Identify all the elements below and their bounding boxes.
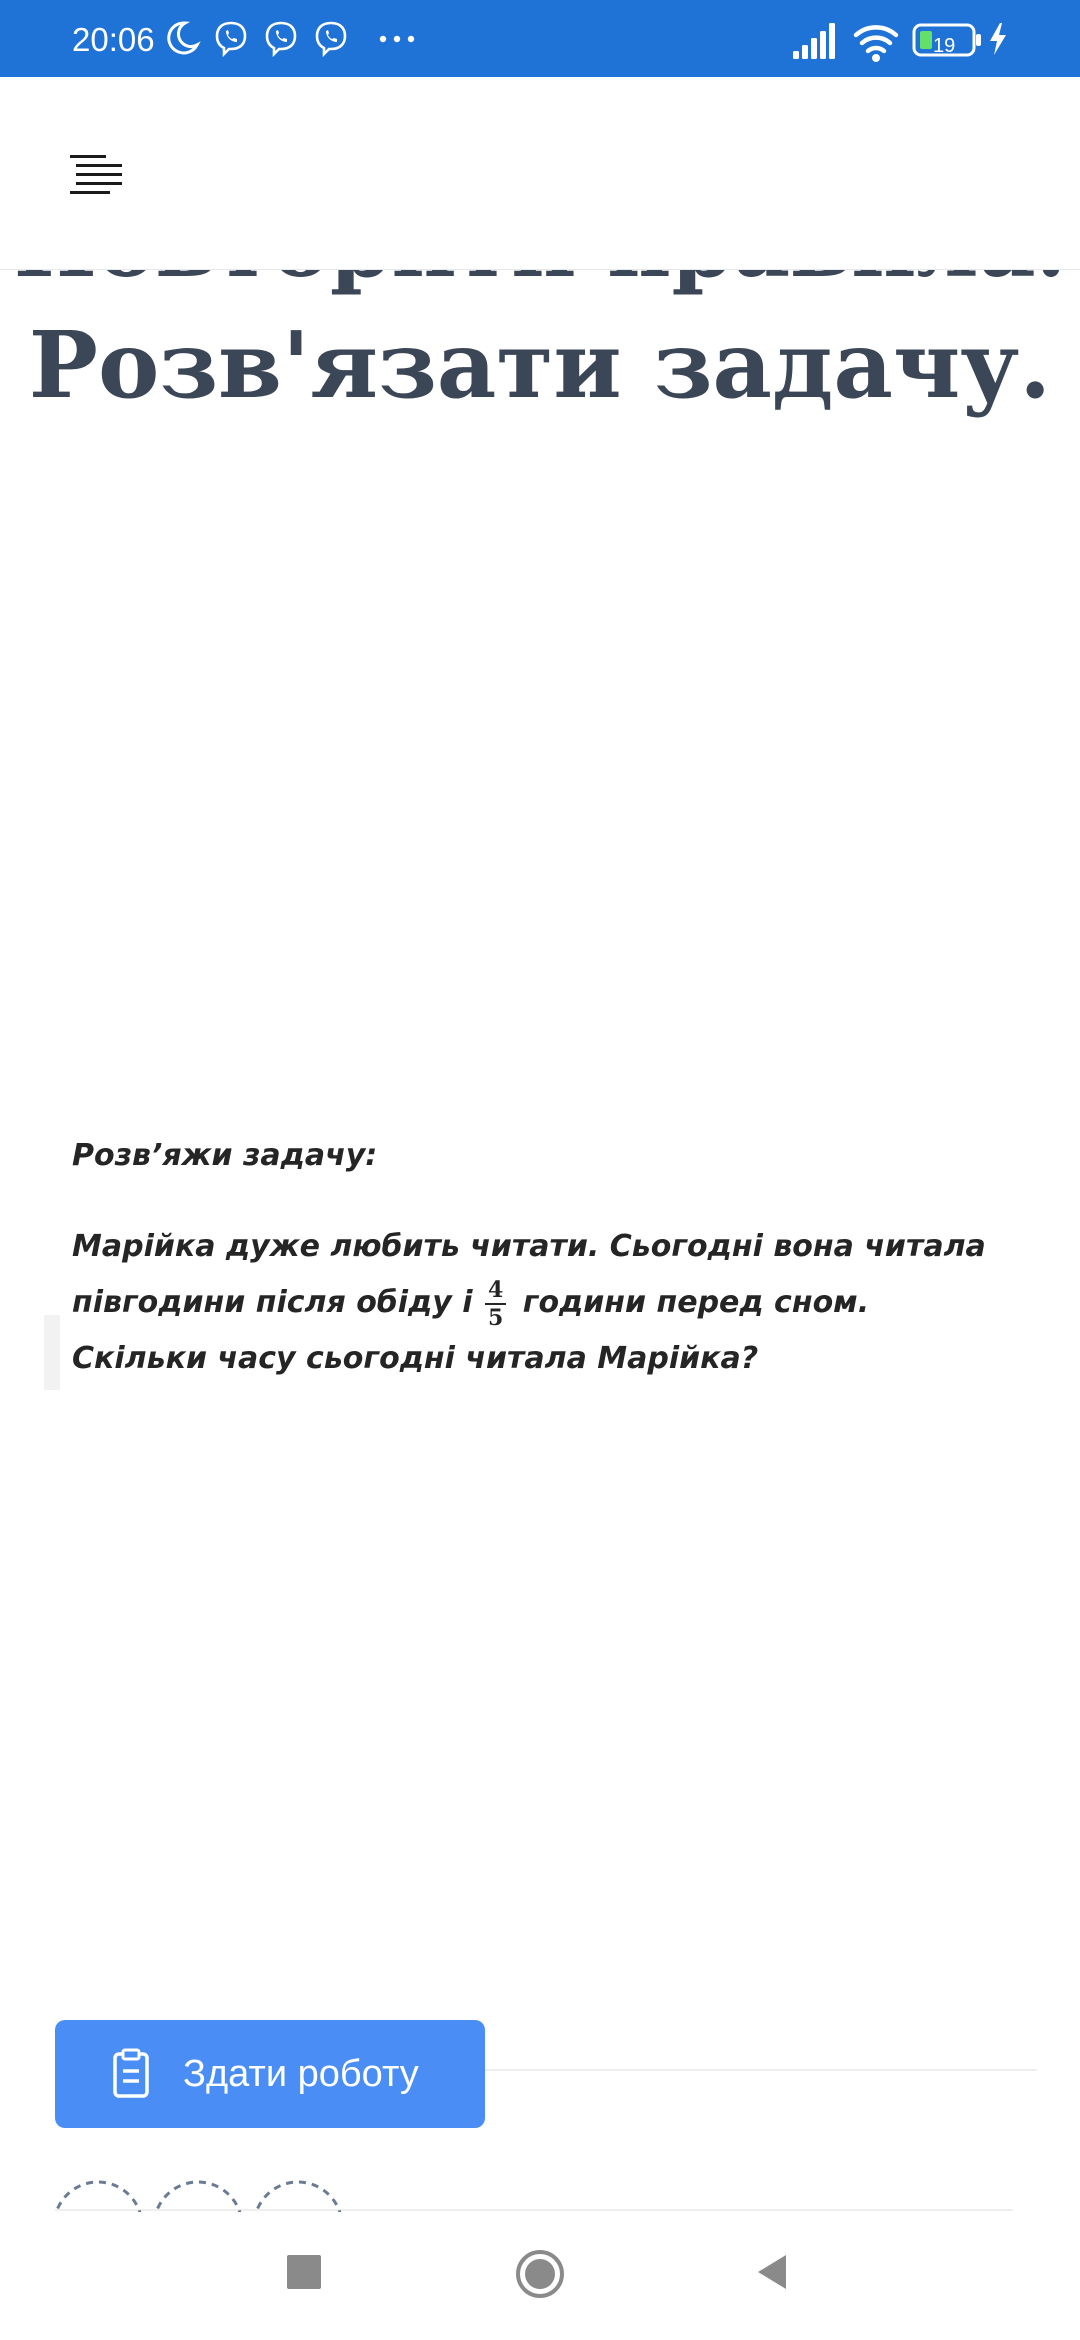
task-block	[72, 1133, 1012, 1387]
viber-icon	[212, 19, 250, 57]
divider	[485, 2069, 1037, 2071]
task-text-part2: години перед сном. Скільки часу сьогодні читала Марійка?	[72, 1285, 870, 1376]
title-line-2: Розв'язати задачу.	[28, 311, 1052, 419]
avatar-circles-decoration	[52, 2180, 352, 2212]
task-text	[72, 1219, 1012, 1387]
back-triangle-icon[interactable]	[754, 2252, 790, 2292]
battery-level: 19	[933, 35, 956, 57]
viber-icon	[312, 19, 350, 57]
app-header	[0, 77, 1080, 270]
status-time: 20:06	[72, 21, 155, 58]
home-circle-icon[interactable]	[514, 2248, 566, 2300]
task-heading: Розв’яжи задачу:	[72, 1138, 378, 1173]
viber-icon	[262, 19, 300, 57]
fraction-denominator: 5	[488, 1304, 504, 1331]
task-text-part1: Марійка дуже любить читати. Сьогодні вона читала півгодини після обіду і	[72, 1229, 986, 1320]
fraction	[485, 1276, 506, 1331]
recents-square-icon[interactable]	[284, 2252, 324, 2292]
clipboard-icon	[111, 2048, 151, 2100]
moon-icon	[163, 19, 201, 57]
more-dots-icon	[375, 19, 419, 57]
submit-work-label: Здати роботу	[183, 2053, 419, 2095]
wifi-icon	[852, 19, 900, 63]
signal-icon	[790, 19, 840, 61]
navigation-bar	[0, 2212, 1080, 2340]
fraction-numerator: 4	[485, 1279, 506, 1305]
scroll-marker	[44, 1315, 60, 1390]
submit-work-button[interactable]	[55, 2020, 485, 2128]
menu-icon[interactable]	[70, 153, 122, 197]
charging-icon	[986, 19, 1010, 59]
status-bar	[0, 0, 1080, 77]
